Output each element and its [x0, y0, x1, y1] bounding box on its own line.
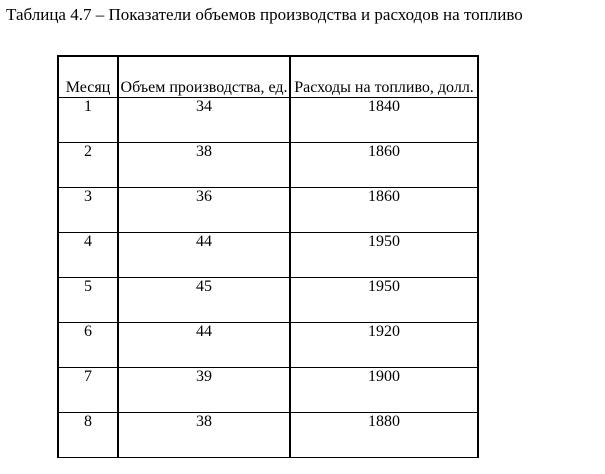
cell-fuel: 1950	[290, 233, 478, 278]
table-body	[58, 98, 478, 458]
data-table	[57, 55, 479, 458]
cell-fuel: 1900	[290, 368, 478, 413]
cell-fuel: 1860	[290, 143, 478, 188]
cell-volume: 36	[118, 188, 290, 233]
cell-month: 8	[58, 413, 118, 458]
table-header	[58, 56, 478, 98]
table-row	[58, 188, 478, 233]
cell-fuel: 1860	[290, 188, 478, 233]
header-month: Месяц	[58, 56, 118, 98]
cell-month: 2	[58, 143, 118, 188]
table-row	[58, 278, 478, 323]
header-fuel: Расходы на топливо, долл.	[290, 56, 478, 98]
cell-volume: 45	[118, 278, 290, 323]
table-row	[58, 143, 478, 188]
table-row	[58, 233, 478, 278]
cell-fuel: 1920	[290, 323, 478, 368]
cell-volume: 38	[118, 143, 290, 188]
cell-volume: 38	[118, 413, 290, 458]
cell-month: 7	[58, 368, 118, 413]
table-row	[58, 98, 478, 143]
header-volume: Объем производства, ед.	[118, 56, 290, 98]
cell-fuel: 1840	[290, 98, 478, 143]
table-row	[58, 413, 478, 458]
header-row	[58, 56, 478, 98]
cell-month: 5	[58, 278, 118, 323]
cell-month: 3	[58, 188, 118, 233]
table-row	[58, 323, 478, 368]
cell-fuel: 1880	[290, 413, 478, 458]
cell-volume: 34	[118, 98, 290, 143]
table-row	[58, 368, 478, 413]
cell-volume: 44	[118, 323, 290, 368]
table-caption: Таблица 4.7 – Показатели объемов производства и расходов на топливо	[6, 5, 523, 24]
cell-volume: 39	[118, 368, 290, 413]
cell-month: 6	[58, 323, 118, 368]
cell-month: 1	[58, 98, 118, 143]
cell-volume: 44	[118, 233, 290, 278]
cell-month: 4	[58, 233, 118, 278]
cell-fuel: 1950	[290, 278, 478, 323]
